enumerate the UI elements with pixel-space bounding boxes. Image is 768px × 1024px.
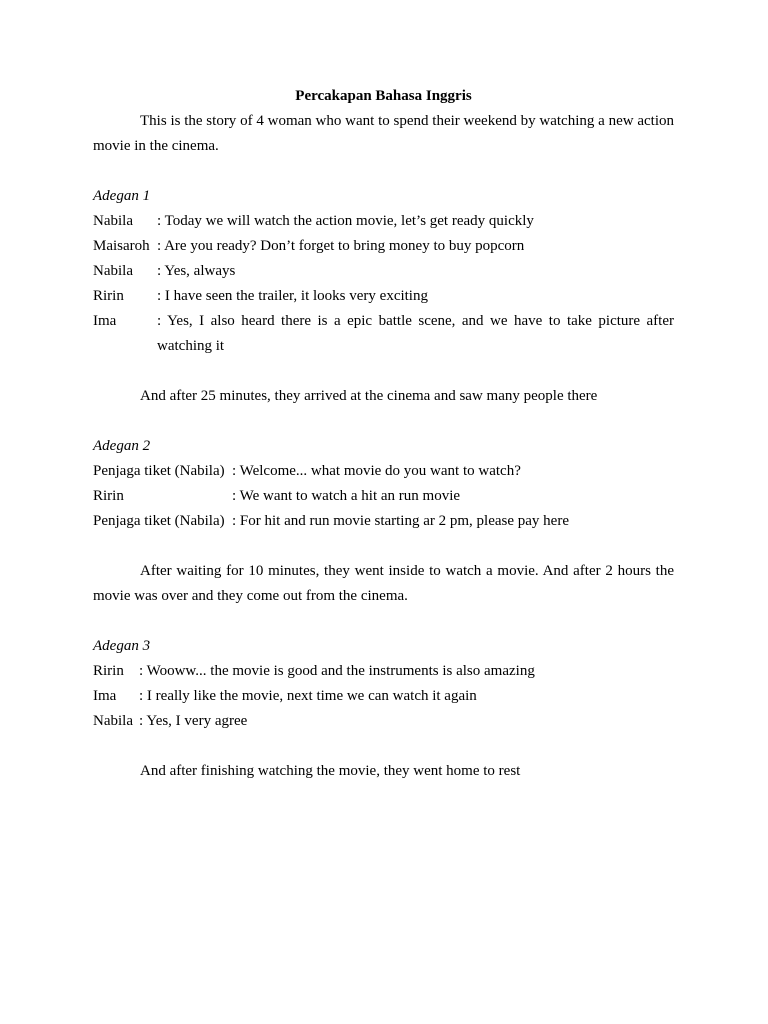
dialog-line <box>93 309 674 359</box>
speaker-name: Ririn <box>93 663 124 679</box>
spacer <box>93 534 674 559</box>
speech-text: : Yes, I also heard there is a epic battle scene, and we have to take picture after watching it <box>157 313 674 354</box>
dialog-line <box>93 484 674 509</box>
dialog-line <box>93 459 674 484</box>
speech-text: : Wooww... the movie is good and the instruments is also amazing <box>139 663 535 679</box>
speaker-name: Nabila <box>93 213 133 229</box>
speech-text: : Welcome... what movie do you want to watch? <box>232 463 521 479</box>
dialog-line <box>93 509 674 534</box>
speech-text: : I really like the movie, next time we can watch it again <box>139 688 477 704</box>
spacer <box>93 359 674 384</box>
narration-paragraph: And after finishing watching the movie, they went home to rest <box>140 763 521 779</box>
narration-paragraph: And after 25 minutes, they arrived at the cinema and saw many people there <box>140 388 598 404</box>
speaker-name: Ririn <box>93 288 124 304</box>
spacer <box>93 159 674 184</box>
speaker-name: Ima <box>93 313 117 329</box>
speech-text: : Yes, always <box>157 263 236 279</box>
speaker-name: Penjaga tiket (Nabila) <box>93 513 225 529</box>
intro-paragraph: This is the story of 4 woman who want to spend their weekend by watching a new action movie in the cinema. <box>93 113 674 154</box>
speaker-name: Nabila <box>93 263 133 279</box>
dialog-line <box>93 259 674 284</box>
speech-text: : I have seen the trailer, it looks very exciting <box>157 288 428 304</box>
speech-text: : We want to watch a hit an run movie <box>232 488 461 504</box>
spacer <box>93 734 674 759</box>
speaker-name: Ima <box>93 688 117 704</box>
scene-heading-3: Adegan 3 <box>93 638 151 654</box>
speech-text: : Yes, I very agree <box>139 713 248 729</box>
scene-heading-1: Adegan 1 <box>93 188 151 204</box>
dialog-line <box>93 684 674 709</box>
dialog-line <box>93 284 674 309</box>
scene-heading-2: Adegan 2 <box>93 438 151 454</box>
speaker-name: Maisaroh <box>93 238 150 254</box>
dialog-line <box>93 234 674 259</box>
speech-text: : Today we will watch the action movie, let’s get ready quickly <box>157 213 534 229</box>
document-body <box>93 84 674 784</box>
dialog-line <box>93 209 674 234</box>
narration-paragraph: After waiting for 10 minutes, they went inside to watch a movie. And after 2 hours the movie was over and they come out from the cinema. <box>93 563 674 604</box>
speaker-name: Nabila <box>93 713 133 729</box>
spacer <box>93 409 674 434</box>
dialog-line <box>93 709 674 734</box>
document-title: Percakapan Bahasa Inggris <box>295 88 472 104</box>
speaker-name: Ririn <box>93 488 124 504</box>
speaker-name: Penjaga tiket (Nabila) <box>93 463 225 479</box>
speech-text: : For hit and run movie starting ar 2 pm, please pay here <box>232 513 569 529</box>
dialog-line <box>93 659 674 684</box>
speech-text: : Are you ready? Don’t forget to bring money to buy popcorn <box>157 238 525 254</box>
spacer <box>93 609 674 634</box>
